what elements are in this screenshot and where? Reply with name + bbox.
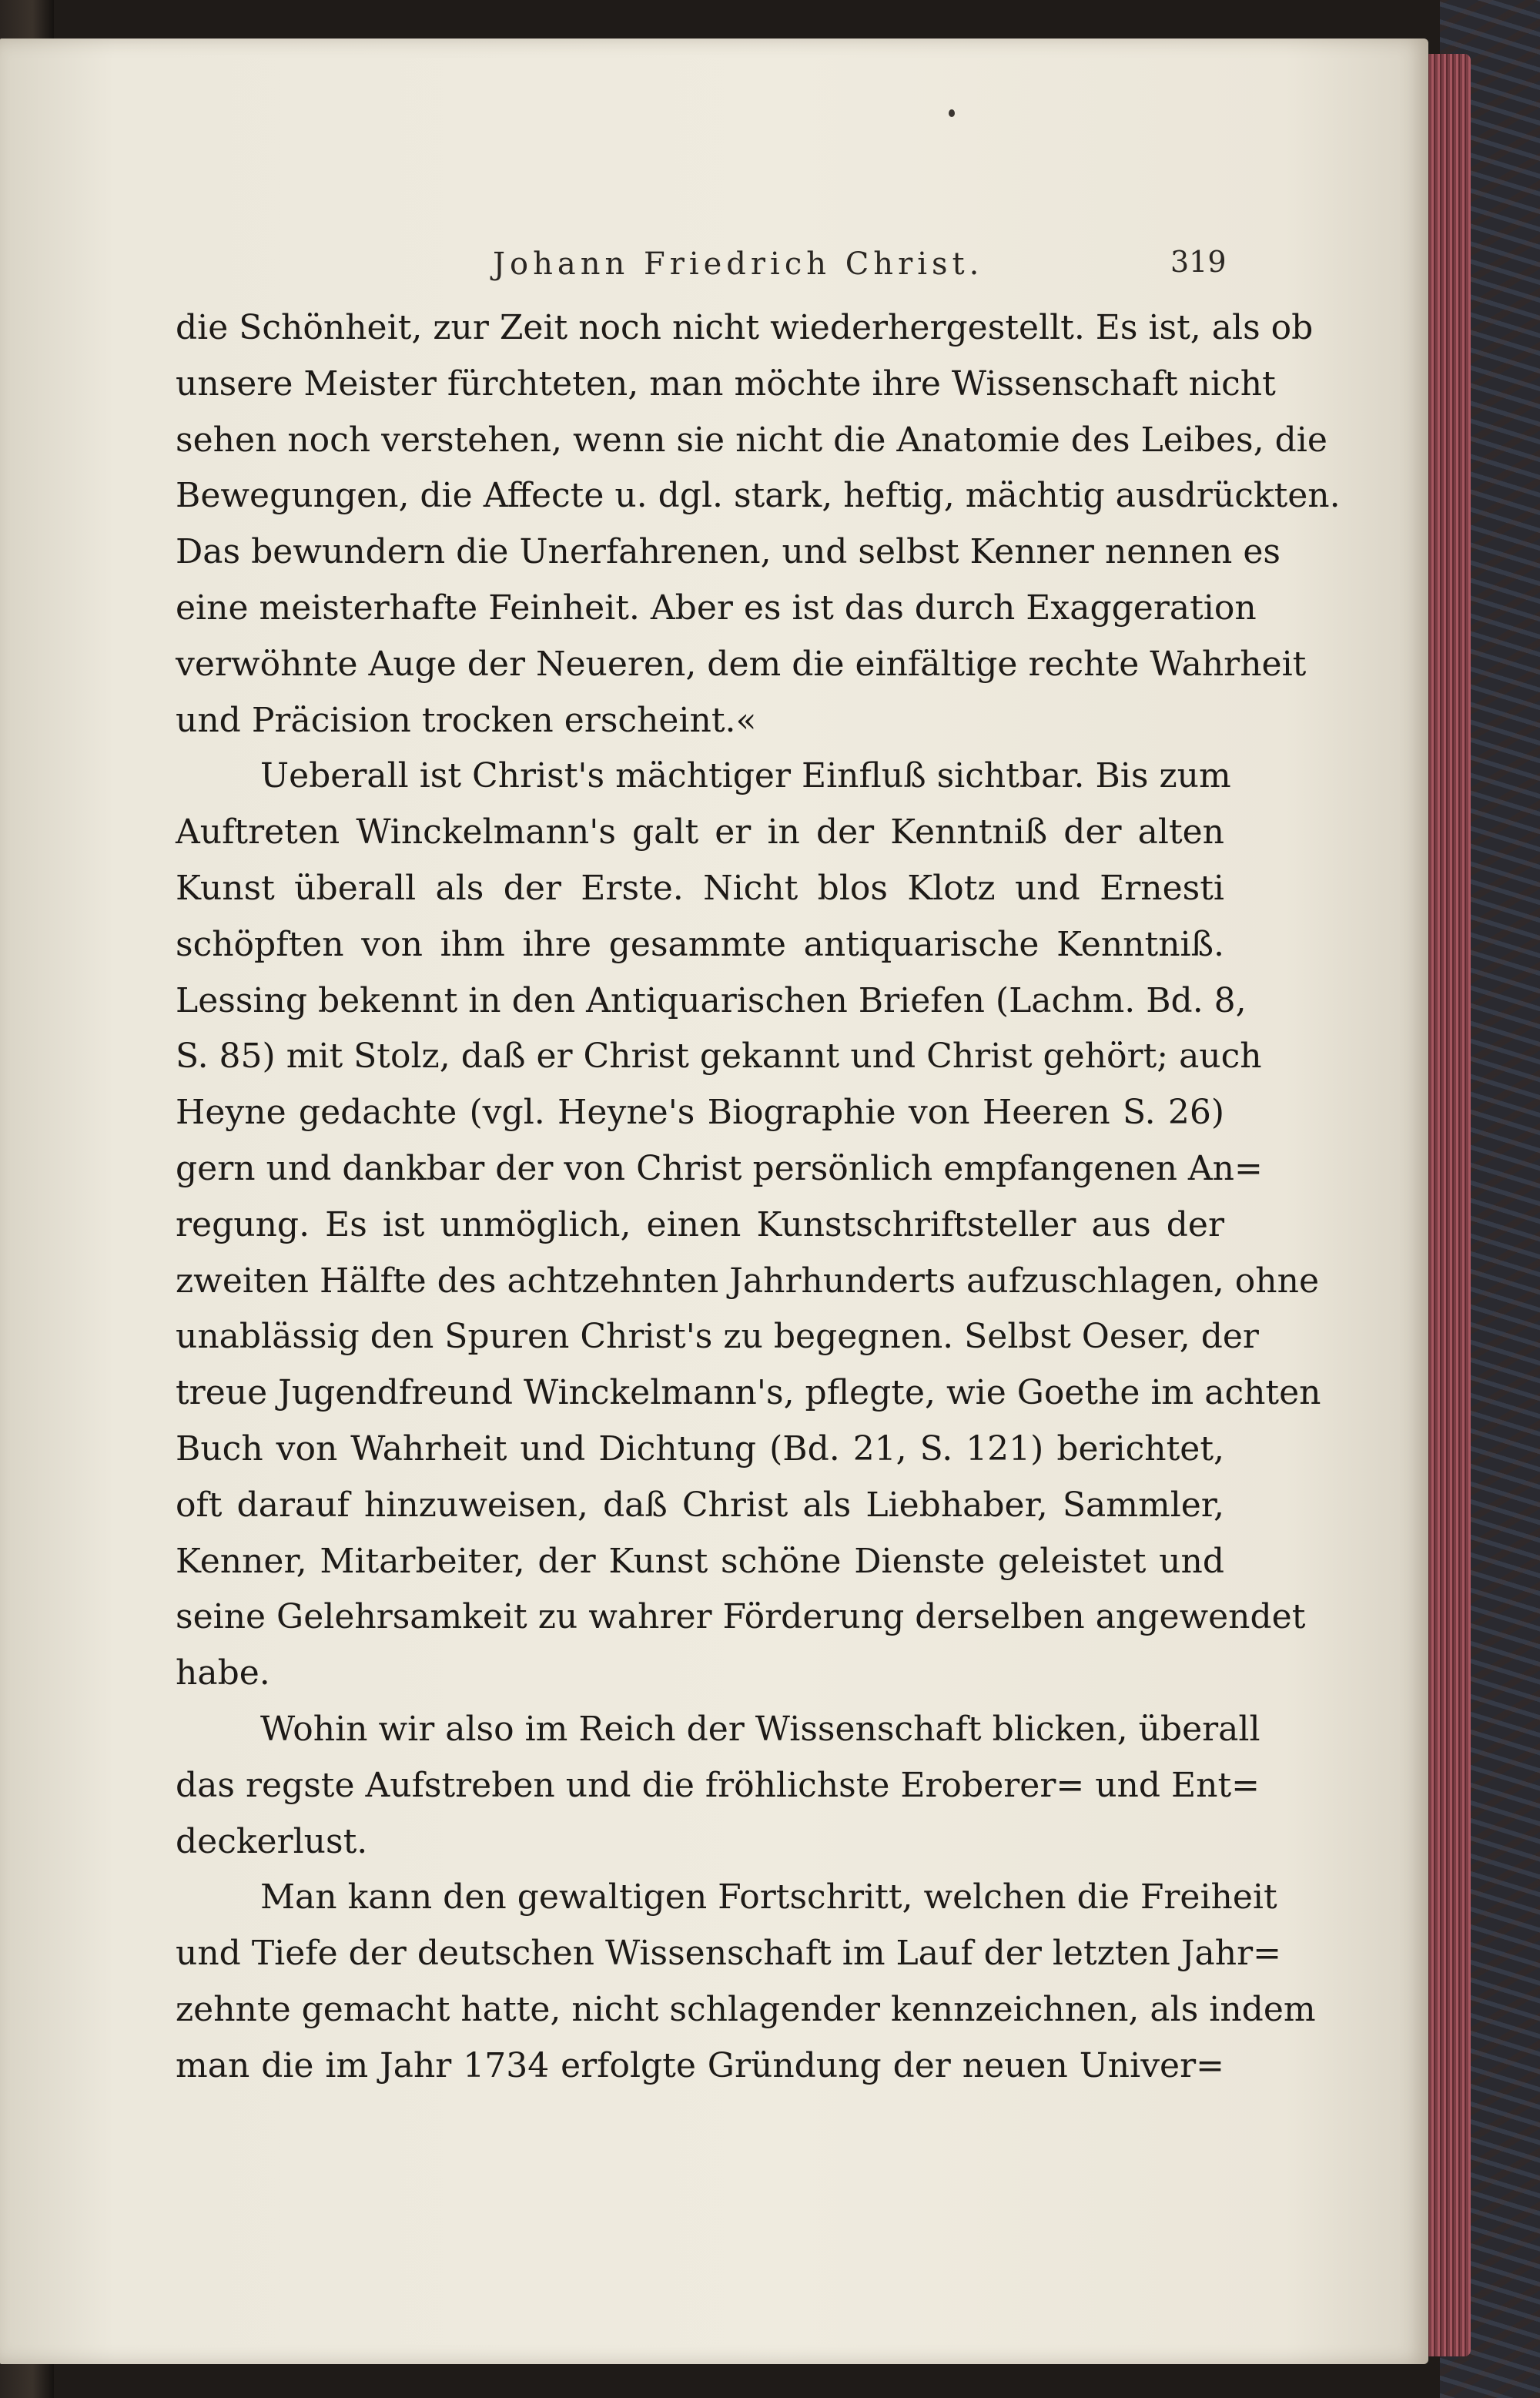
ink-speck (949, 109, 955, 117)
text-line: eine meisterhafte Feinheit. Aber es ist das durch Exaggeration (176, 588, 1257, 628)
text-line: oft darauf hinzuweisen, daß Christ als Liebhaber, Sammler, (176, 1485, 1224, 1525)
text-line: gern und dankbar der von Christ persönlich empfangenen An= (176, 1148, 1263, 1188)
running-head: Johann Friedrich Christ. (493, 246, 984, 282)
text-line: Heyne gedachte (vgl. Heyne's Biographie von Heeren S. 26) (176, 1093, 1224, 1133)
text-line: unablässig den Spuren Christ's zu begegnen. Selbst Oeser, der (176, 1317, 1259, 1357)
text-line: deckerlust. (176, 1821, 368, 1861)
text-line: und Tiefe der deutschen Wissenschaft im Lauf der letzten Jahr= (176, 1934, 1281, 1974)
text-line: verwöhnte Auge der Neueren, dem die einfältige rechte Wahrheit (176, 644, 1307, 684)
text-line: man die im Jahr 1734 erfolgte Gründung der neuen Univer= (176, 2045, 1224, 2085)
text-line: treue Jugendfreund Winckelmann's, pflegte, wie Goethe im achten (176, 1373, 1321, 1413)
text-line: Auftreten Winckelmann's galt er in der Kenntniß der alten (176, 812, 1224, 852)
text-line: und Präcision trocken erscheint.« (176, 700, 757, 740)
text-line: habe. (176, 1653, 270, 1693)
text-line: unsere Meister fürchteten, man möchte ihre Wissenschaft nicht (176, 363, 1276, 404)
text-line: die Schönheit, zur Zeit noch nicht wiederhergestellt. Es ist, als ob (176, 308, 1314, 347)
text-line: Buch von Wahrheit und Dichtung (Bd. 21, S. 121) berichtet, (176, 1428, 1224, 1469)
text-line: seine Gelehrsamkeit zu wahrer Förderung derselben angewendet (176, 1597, 1306, 1637)
text-line: Das bewundern die Unerfahrenen, und selbst Kenner nennen es (176, 532, 1281, 572)
text-line: Wohin wir also im Reich der Wissenschaft blicken, überall (260, 1709, 1260, 1749)
page-number: 319 (1170, 245, 1227, 279)
text-line: zweiten Hälfte des achtzehnten Jahrhunderts aufzuschlagen, ohne (176, 1261, 1319, 1301)
text-line: zehnte gemacht hatte, nicht schlagender kennzeichnen, als indem (176, 1989, 1316, 2029)
book-page (0, 39, 1428, 2364)
text-line: Lessing bekennt in den Antiquarischen Briefen (Lachm. Bd. 8, (176, 980, 1247, 1020)
text-line: Kunst überall als der Erste. Nicht blos Klotz und Ernesti (176, 868, 1224, 908)
text-line: Ueberall ist Christ's mächtiger Einfluß sichtbar. Bis zum (260, 756, 1231, 796)
text-line: sehen noch verstehen, wenn sie nicht die Anatomie des Leibes, die (176, 420, 1327, 460)
text-line: Man kann den gewaltigen Fortschritt, welchen die Freiheit (260, 1877, 1277, 1917)
body-text (176, 300, 1341, 2095)
text-line: Bewegungen, die Affecte u. dgl. stark, heftig, mächtig ausdrückten. (176, 476, 1341, 516)
text-line: schöpften von ihm ihre gesammte antiquarische Kenntniß. (176, 924, 1224, 964)
text-line: das regste Aufstreben und die fröhlichste Eroberer= und Ent= (176, 1765, 1260, 1805)
text-line: S. 85) mit Stolz, daß er Christ gekannt und Christ gehört; auch (176, 1037, 1262, 1077)
text-line: regung. Es ist unmöglich, einen Kunstschriftsteller aus der (176, 1204, 1224, 1244)
text-line: Kenner, Mitarbeiter, der Kunst schöne Dienste geleistet und (176, 1541, 1224, 1581)
